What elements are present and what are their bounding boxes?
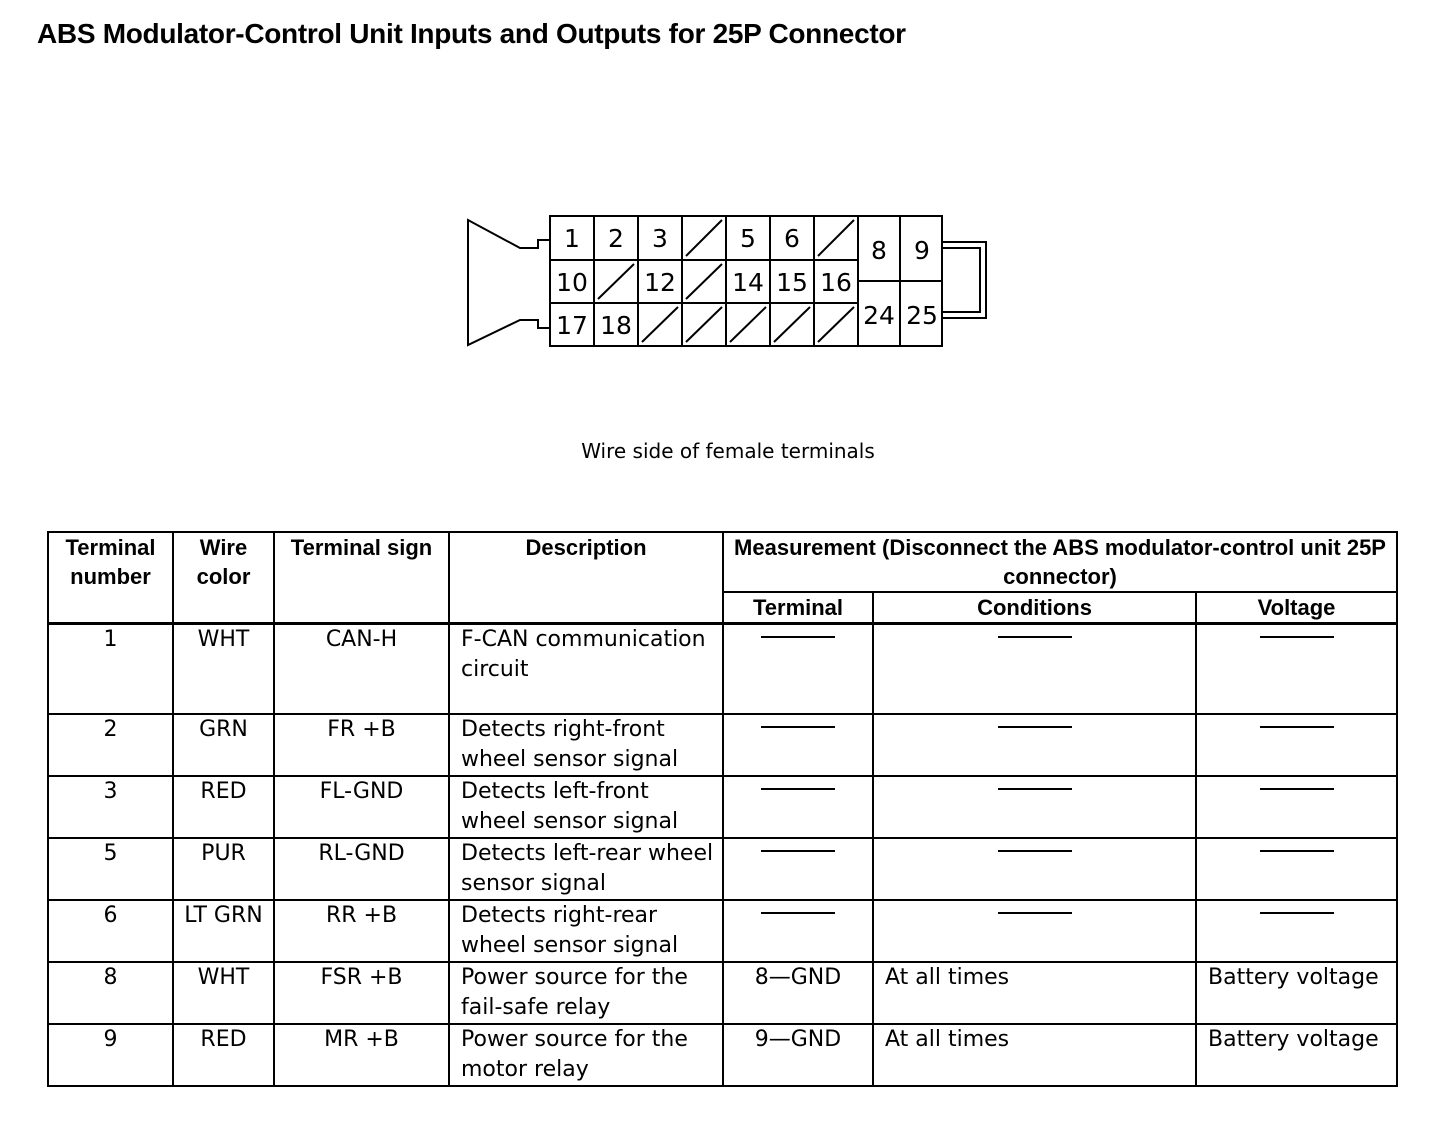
terminal-label: 6 <box>784 224 800 253</box>
cell-number: 8 <box>48 962 173 1024</box>
cell-voltage <box>1196 900 1397 962</box>
cell-number: 3 <box>48 776 173 838</box>
header-voltage: Voltage <box>1196 592 1397 624</box>
table-row <box>48 962 1397 1024</box>
cell-wire-color: RED <box>173 776 274 838</box>
cell-conditions <box>873 776 1196 838</box>
terminal-label: 5 <box>740 224 756 253</box>
cell-conditions: At all times <box>873 962 1196 1024</box>
cell-wire-color: RED <box>173 1024 274 1086</box>
table-row <box>48 624 1397 715</box>
cell-measure-terminal: 8—GND <box>723 962 873 1024</box>
cell-voltage: Battery voltage <box>1196 962 1397 1024</box>
cell-description: F-CAN communication circuit <box>449 624 723 715</box>
header-terminal-number: Terminal number <box>48 532 173 624</box>
cell-terminal-sign: RR +B <box>274 900 449 962</box>
cell-conditions <box>873 900 1196 962</box>
cell-voltage <box>1196 776 1397 838</box>
cell-conditions: At all times <box>873 1024 1196 1086</box>
terminal-label: 15 <box>776 268 808 297</box>
header-measurement: Measurement (Disconnect the ABS modulator-control unit 25P connector) <box>723 532 1397 592</box>
cell-wire-color: PUR <box>173 838 274 900</box>
cell-conditions <box>873 714 1196 776</box>
table-row <box>48 838 1397 900</box>
table-row <box>48 1024 1397 1086</box>
cell-voltage <box>1196 714 1397 776</box>
empty-dash <box>761 912 835 914</box>
cell-description: Detects right-rear wheel sensor signal <box>449 900 723 962</box>
cell-number: 5 <box>48 838 173 900</box>
cell-number: 6 <box>48 900 173 962</box>
cell-conditions <box>873 838 1196 900</box>
terminal-label: 9 <box>914 236 930 265</box>
empty-dash <box>761 788 835 790</box>
empty-dash <box>761 636 835 638</box>
cell-description: Detects right-front wheel sensor signal <box>449 714 723 776</box>
terminal-label: 18 <box>600 311 632 340</box>
page-title: ABS Modulator-Control Unit Inputs and Outputs for 25P Connector <box>37 18 906 49</box>
cell-wire-color: WHT <box>173 962 274 1024</box>
table-row <box>48 714 1397 776</box>
cell-number: 9 <box>48 1024 173 1086</box>
terminal-label: 2 <box>608 224 624 253</box>
io-table <box>47 531 1398 1087</box>
cell-voltage <box>1196 838 1397 900</box>
empty-dash <box>761 726 835 728</box>
terminal-label: 10 <box>556 268 588 297</box>
cell-terminal-sign: FR +B <box>274 714 449 776</box>
cell-measure-terminal <box>723 900 873 962</box>
cell-number: 2 <box>48 714 173 776</box>
empty-dash <box>1260 636 1334 638</box>
cell-terminal-sign: FSR +B <box>274 962 449 1024</box>
empty-dash <box>761 850 835 852</box>
cell-terminal-sign: CAN-H <box>274 624 449 715</box>
header-description: Description <box>449 532 723 624</box>
cell-measure-terminal <box>723 624 873 715</box>
cell-conditions <box>873 624 1196 715</box>
terminal-label: 17 <box>556 311 588 340</box>
cell-description: Power source for the motor relay <box>449 1024 723 1086</box>
terminal-label: 1 <box>564 224 580 253</box>
connector-diagram <box>460 208 1000 353</box>
empty-dash <box>1260 850 1334 852</box>
empty-dash <box>998 788 1072 790</box>
cell-terminal-sign: RL-GND <box>274 838 449 900</box>
cell-terminal-sign: FL-GND <box>274 776 449 838</box>
terminal-label: 16 <box>820 268 852 297</box>
terminal-label: 14 <box>732 268 764 297</box>
cell-measure-terminal: 9—GND <box>723 1024 873 1086</box>
cell-wire-color: WHT <box>173 624 274 715</box>
header-terminal: Terminal <box>723 592 873 624</box>
terminal-label: 12 <box>644 268 676 297</box>
terminal-label: 3 <box>652 224 668 253</box>
cell-description: Power source for the fail-safe relay <box>449 962 723 1024</box>
cell-voltage <box>1196 624 1397 715</box>
header-terminal-sign: Terminal sign <box>274 532 449 624</box>
table-row <box>48 776 1397 838</box>
terminal-label: 24 <box>863 301 895 330</box>
cell-measure-terminal <box>723 776 873 838</box>
header-wire-color: Wire color <box>173 532 274 624</box>
connector-caption: Wire side of female terminals <box>581 439 875 463</box>
terminal-label: 25 <box>906 301 938 330</box>
cell-description: Detects left-rear wheel sensor signal <box>449 838 723 900</box>
table-row <box>48 900 1397 962</box>
cell-number: 1 <box>48 624 173 715</box>
header-conditions: Conditions <box>873 592 1196 624</box>
cell-wire-color: LT GRN <box>173 900 274 962</box>
empty-dash <box>998 850 1072 852</box>
cell-voltage: Battery voltage <box>1196 1024 1397 1086</box>
empty-dash <box>998 912 1072 914</box>
cell-measure-terminal <box>723 838 873 900</box>
cell-wire-color: GRN <box>173 714 274 776</box>
terminal-label: 8 <box>871 236 887 265</box>
cell-terminal-sign: MR +B <box>274 1024 449 1086</box>
cell-measure-terminal <box>723 714 873 776</box>
empty-dash <box>998 636 1072 638</box>
cell-description: Detects left-front wheel sensor signal <box>449 776 723 838</box>
empty-dash <box>1260 788 1334 790</box>
empty-dash <box>998 726 1072 728</box>
empty-dash <box>1260 912 1334 914</box>
empty-dash <box>1260 726 1334 728</box>
